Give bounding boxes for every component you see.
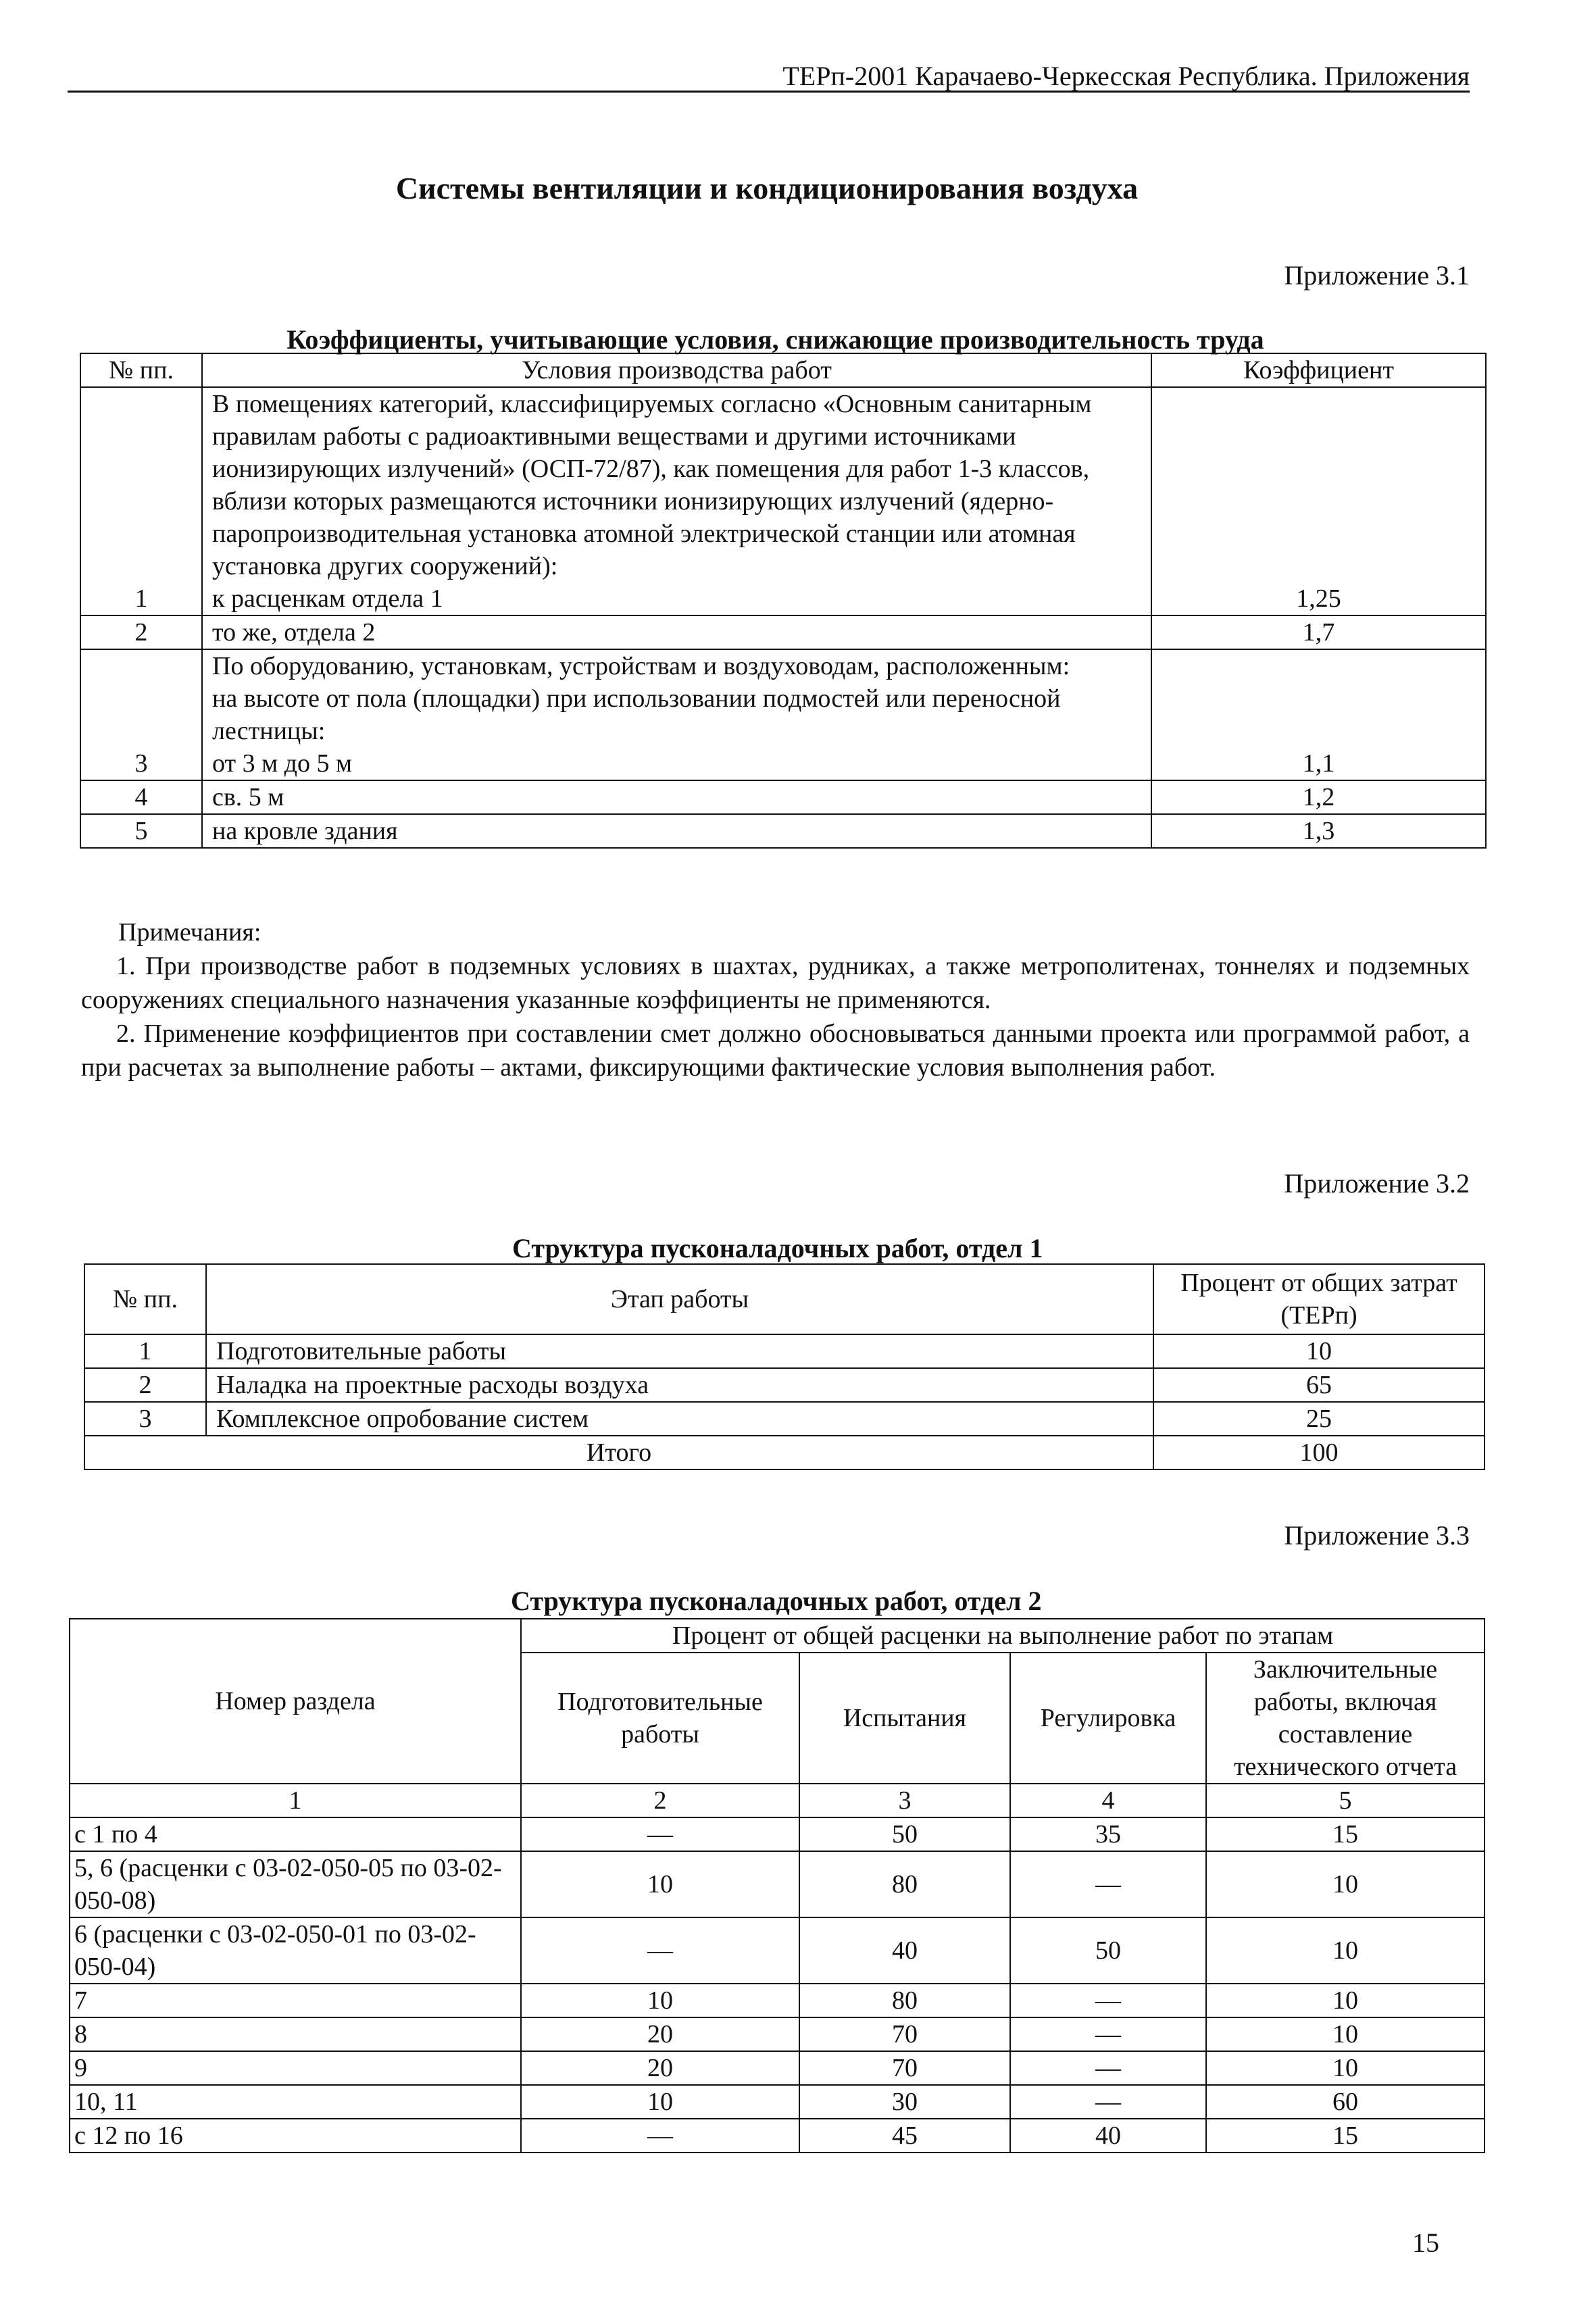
notes-block bbox=[81, 915, 1470, 1084]
cell-value: 30 bbox=[799, 2085, 1010, 2119]
table-header-row bbox=[70, 1619, 1485, 1653]
column-number: 4 bbox=[1010, 1784, 1206, 1817]
cell-value: — bbox=[1010, 2085, 1206, 2119]
table-row bbox=[84, 1368, 1485, 1402]
column-number-row bbox=[70, 1784, 1485, 1817]
row-number: 2 bbox=[84, 1368, 206, 1402]
coefficient-value: 1,7 bbox=[1151, 615, 1486, 649]
column-header: Процент от общих затрат (ТЕРп) bbox=[1153, 1264, 1485, 1334]
condition-text: к расценкам отдела 1 bbox=[212, 584, 443, 613]
appendix-3-2-caption: Структура пусконаладочных работ, отдел 1 bbox=[512, 1233, 1043, 1263]
cell-value: 70 bbox=[799, 2017, 1010, 2051]
note-item: 1. При производстве работ в подземных условиях в шахтах, рудниках, а также метрополитенах, тоннелях и подземных сооружениях специального назначения указанные коэффициенты не применяются. bbox=[81, 952, 1470, 1014]
group-intro-text: В помещениях категорий, классифицируемых согласно «Основным санитарным правилам работы с радиоактивными веществами и другими источниками ионизирующих излучений» (ОСП-72/87), как помещения для работ 1-3 классов, вблизи которых размещаются источники ионизирующих излучений (ядерно-паропроизводительная установка атомной электрической станции или атомная установка других сооружений): bbox=[212, 390, 1092, 580]
column-header: № пп. bbox=[84, 1264, 206, 1334]
coefficient-value: 1,25 bbox=[1151, 387, 1486, 615]
group-sub-text: на высоте от пола (площадки) при использовании подмостей или переносной лестницы: bbox=[212, 684, 1061, 745]
stage-percent: 25 bbox=[1153, 1402, 1485, 1436]
appendix-3-3-caption: Структура пусконаладочных работ, отдел 2 bbox=[511, 1586, 1042, 1616]
section-number: 5, 6 (расценки с 03-02-050-05 по 03-02-050-08) bbox=[70, 1851, 521, 1917]
column-number: 2 bbox=[521, 1784, 799, 1817]
cell-value: — bbox=[521, 2119, 799, 2153]
cell-value: — bbox=[521, 1917, 799, 1984]
coefficient-value: 1,3 bbox=[1151, 814, 1486, 848]
row-number: 4 bbox=[80, 780, 202, 814]
table-row bbox=[80, 780, 1486, 814]
table-total-row bbox=[84, 1436, 1485, 1469]
stage-name: Подготовительные работы bbox=[206, 1334, 1153, 1368]
condition-text: св. 5 м bbox=[202, 780, 1151, 814]
total-value: 100 bbox=[1153, 1436, 1485, 1469]
header-divider bbox=[68, 91, 1470, 93]
column-header: Испытания bbox=[799, 1653, 1010, 1784]
coefficient-value: 1,1 bbox=[1151, 649, 1486, 780]
stages-table-dept2 bbox=[69, 1618, 1485, 2153]
column-header: Номер раздела bbox=[70, 1619, 521, 1784]
cell-value: 60 bbox=[1206, 2085, 1485, 2119]
page-number: 15 bbox=[1412, 2228, 1439, 2258]
section-number: с 1 по 4 bbox=[70, 1817, 521, 1851]
cell-value: 45 bbox=[799, 2119, 1010, 2153]
row-number: 1 bbox=[80, 387, 202, 615]
column-number: 3 bbox=[799, 1784, 1010, 1817]
cell-value: 40 bbox=[799, 1917, 1010, 1984]
cell-value: 20 bbox=[521, 2017, 799, 2051]
section-number: 9 bbox=[70, 2051, 521, 2085]
condition-text: на кровле здания bbox=[202, 814, 1151, 848]
cell-value: 10 bbox=[521, 2085, 799, 2119]
table-row bbox=[80, 814, 1486, 848]
stage-name: Комплексное опробование систем bbox=[206, 1402, 1153, 1436]
cell-value: 80 bbox=[799, 1984, 1010, 2017]
column-header: Этап работы bbox=[206, 1264, 1153, 1334]
table-row bbox=[70, 1851, 1485, 1917]
page-title: Системы вентиляции и кондиционирования воздуха bbox=[395, 171, 1139, 205]
section-number: 7 bbox=[70, 1984, 521, 2017]
stage-percent: 65 bbox=[1153, 1368, 1485, 1402]
table-row bbox=[84, 1402, 1485, 1436]
note-item: 2. Применение коэффициентов при составлении смет должно обосновываться данными проекта или программой работ, а при расчетах за выполнение работы – актами, фиксирующими фактические условия выполнения работ. bbox=[81, 1020, 1470, 1082]
coefficients-table bbox=[80, 353, 1487, 849]
appendix-3-1-label: Приложение 3.1 bbox=[1284, 260, 1470, 291]
stage-name: Наладка на проектные расходы воздуха bbox=[206, 1368, 1153, 1402]
appendix-3-3-label: Приложение 3.3 bbox=[1284, 1520, 1470, 1551]
row-number: 5 bbox=[80, 814, 202, 848]
cell-value: 35 bbox=[1010, 1817, 1206, 1851]
table-row bbox=[80, 649, 1486, 780]
table-row bbox=[70, 1817, 1485, 1851]
cell-value: — bbox=[521, 1817, 799, 1851]
cell-value: 50 bbox=[1010, 1917, 1206, 1984]
section-number: 6 (расценки с 03-02-050-01 по 03-02-050-04) bbox=[70, 1917, 521, 1984]
table-header-row bbox=[84, 1264, 1485, 1334]
row-number: 1 bbox=[84, 1334, 206, 1368]
total-label: Итого bbox=[84, 1436, 1153, 1469]
table-row bbox=[70, 2085, 1485, 2119]
cell-value: 50 bbox=[799, 1817, 1010, 1851]
cell-value: 15 bbox=[1206, 1817, 1485, 1851]
appendix-3-1-caption: Коэффициенты, учитывающие условия, снижающие производительность труда bbox=[286, 324, 1264, 355]
table-row bbox=[70, 2051, 1485, 2085]
section-number: 8 bbox=[70, 2017, 521, 2051]
group-intro-text: По оборудованию, установкам, устройствам и воздуховодам, расположенным: bbox=[212, 652, 1070, 680]
cell-value: — bbox=[1010, 2017, 1206, 2051]
column-group-header: Процент от общей расценки на выполнение работ по этапам bbox=[521, 1619, 1485, 1653]
table-row bbox=[80, 387, 1486, 615]
row-number: 3 bbox=[84, 1402, 206, 1436]
cell-value: 10 bbox=[1206, 1984, 1485, 2017]
table-row bbox=[84, 1334, 1485, 1368]
stages-table-dept1 bbox=[84, 1263, 1485, 1470]
cell-value: 80 bbox=[799, 1851, 1010, 1917]
cell-value: — bbox=[1010, 1984, 1206, 2017]
table-row bbox=[70, 2017, 1485, 2051]
column-header: Регулировка bbox=[1010, 1653, 1206, 1784]
section-number: 10, 11 bbox=[70, 2085, 521, 2119]
cell-value: 20 bbox=[521, 2051, 799, 2085]
column-header: Заключительные работы, включая составление технического отчета bbox=[1206, 1653, 1485, 1784]
appendix-3-2-label: Приложение 3.2 bbox=[1284, 1168, 1470, 1199]
cell-value: 40 bbox=[1010, 2119, 1206, 2153]
cell-value: 70 bbox=[799, 2051, 1010, 2085]
table-row bbox=[70, 2119, 1485, 2153]
table-row bbox=[70, 1984, 1485, 2017]
cell-value: — bbox=[1010, 1851, 1206, 1917]
notes-heading: Примечания: bbox=[118, 918, 261, 947]
cell-value: 10 bbox=[1206, 1851, 1485, 1917]
row-number: 2 bbox=[80, 615, 202, 649]
column-header: Коэффициент bbox=[1151, 353, 1486, 387]
stage-percent: 10 bbox=[1153, 1334, 1485, 1368]
cell-value: 15 bbox=[1206, 2119, 1485, 2153]
column-header: Условия производства работ bbox=[202, 353, 1151, 387]
table-row bbox=[70, 1917, 1485, 1984]
table-row bbox=[80, 615, 1486, 649]
cell-value: 10 bbox=[1206, 1917, 1485, 1984]
condition-text: то же, отдела 2 bbox=[202, 615, 1151, 649]
row-number: 3 bbox=[80, 649, 202, 780]
column-header: № пп. bbox=[80, 353, 202, 387]
column-number: 1 bbox=[70, 1784, 521, 1817]
cell-value: 10 bbox=[1206, 2051, 1485, 2085]
column-number: 5 bbox=[1206, 1784, 1485, 1817]
cell-value: 10 bbox=[1206, 2017, 1485, 2051]
cell-value: 10 bbox=[521, 1984, 799, 2017]
column-header: Подготовительные работы bbox=[521, 1653, 799, 1784]
table-header-row bbox=[80, 353, 1486, 387]
running-header: ТЕРп-2001 Карачаево-Черкесская Республика. Приложения bbox=[782, 61, 1470, 91]
coefficient-value: 1,2 bbox=[1151, 780, 1486, 814]
cell-value: — bbox=[1010, 2051, 1206, 2085]
section-number: с 12 по 16 bbox=[70, 2119, 521, 2153]
condition-text: от 3 м до 5 м bbox=[212, 749, 353, 778]
cell-value: 10 bbox=[521, 1851, 799, 1917]
